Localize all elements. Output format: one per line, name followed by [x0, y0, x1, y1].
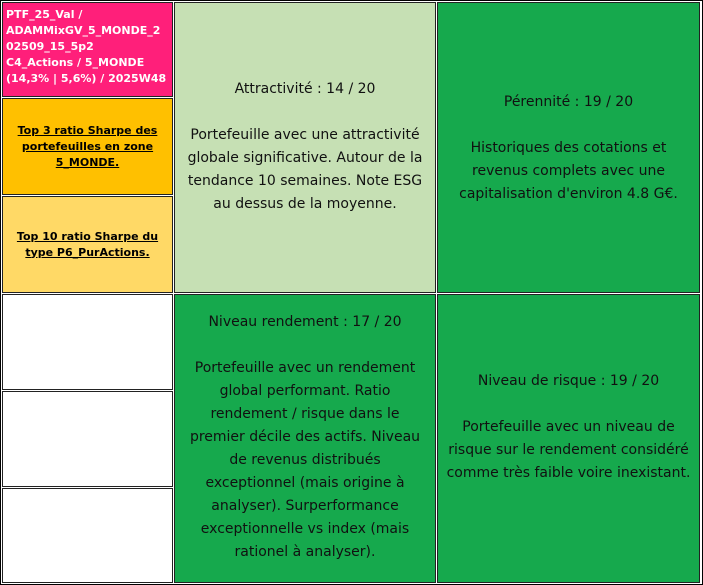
- attractivite-title: Attractivité : 14 / 20: [234, 81, 376, 97]
- risque-card: [437, 294, 700, 583]
- top10-sharpe-cell: [2, 196, 173, 293]
- portfolio-id-cell: [2, 2, 173, 97]
- attractivite-body: Portefeuille avec une attractivité globale significative. Autour de la tendance 10 semaines. Note ESG au dessus de la moyenne.: [187, 127, 423, 212]
- top3-sharpe-link[interactable]: Top 3 ratio Sharpe des portefeuilles en zone 5_MONDE.: [17, 123, 158, 169]
- portfolio-id-line-4: C4_Actions / 5_MONDE: [6, 56, 145, 69]
- perennite-card: [437, 2, 700, 293]
- portfolio-id-line-5: (14,3% | 5,6%) / 2025W48: [6, 72, 167, 85]
- rendement-card: [174, 294, 436, 583]
- top10-sharpe-link[interactable]: Top 10 ratio Sharpe du type P6_PurActions.: [16, 229, 159, 259]
- portfolio-id-line-3: 02509_15_5p2: [6, 40, 94, 53]
- portfolio-id-line-2: ADAMMixGV_5_MONDE_2: [6, 24, 161, 37]
- empty-cell-2: [2, 391, 173, 487]
- empty-cell-1: [2, 294, 173, 390]
- perennite-body: Historiques des cotations et revenus complets avec une capitalisation d'environ 4.8 G€.: [459, 140, 678, 202]
- risque-body: Portefeuille avec un niveau de risque sur le rendement considéré comme très faible voire inexistant.: [446, 419, 691, 481]
- portfolio-id-line-1: PTF_25_Val /: [6, 8, 83, 21]
- rendement-title: Niveau rendement : 17 / 20: [208, 314, 402, 330]
- attractivite-card: [174, 2, 436, 293]
- top3-sharpe-cell: [2, 98, 173, 195]
- rendement-body: Portefeuille avec un rendement global performant. Ratio rendement / risque dans le premier décile des actifs. Niveau de revenus distribués exceptionnel (mais origine à analyser). Surperformance exceptionnelle vs index (mais rationel à analyser).: [189, 360, 421, 560]
- empty-cell-3: [2, 488, 173, 583]
- risque-title: Niveau de risque : 19 / 20: [477, 373, 660, 389]
- perennite-title: Pérennité : 19 / 20: [503, 94, 634, 110]
